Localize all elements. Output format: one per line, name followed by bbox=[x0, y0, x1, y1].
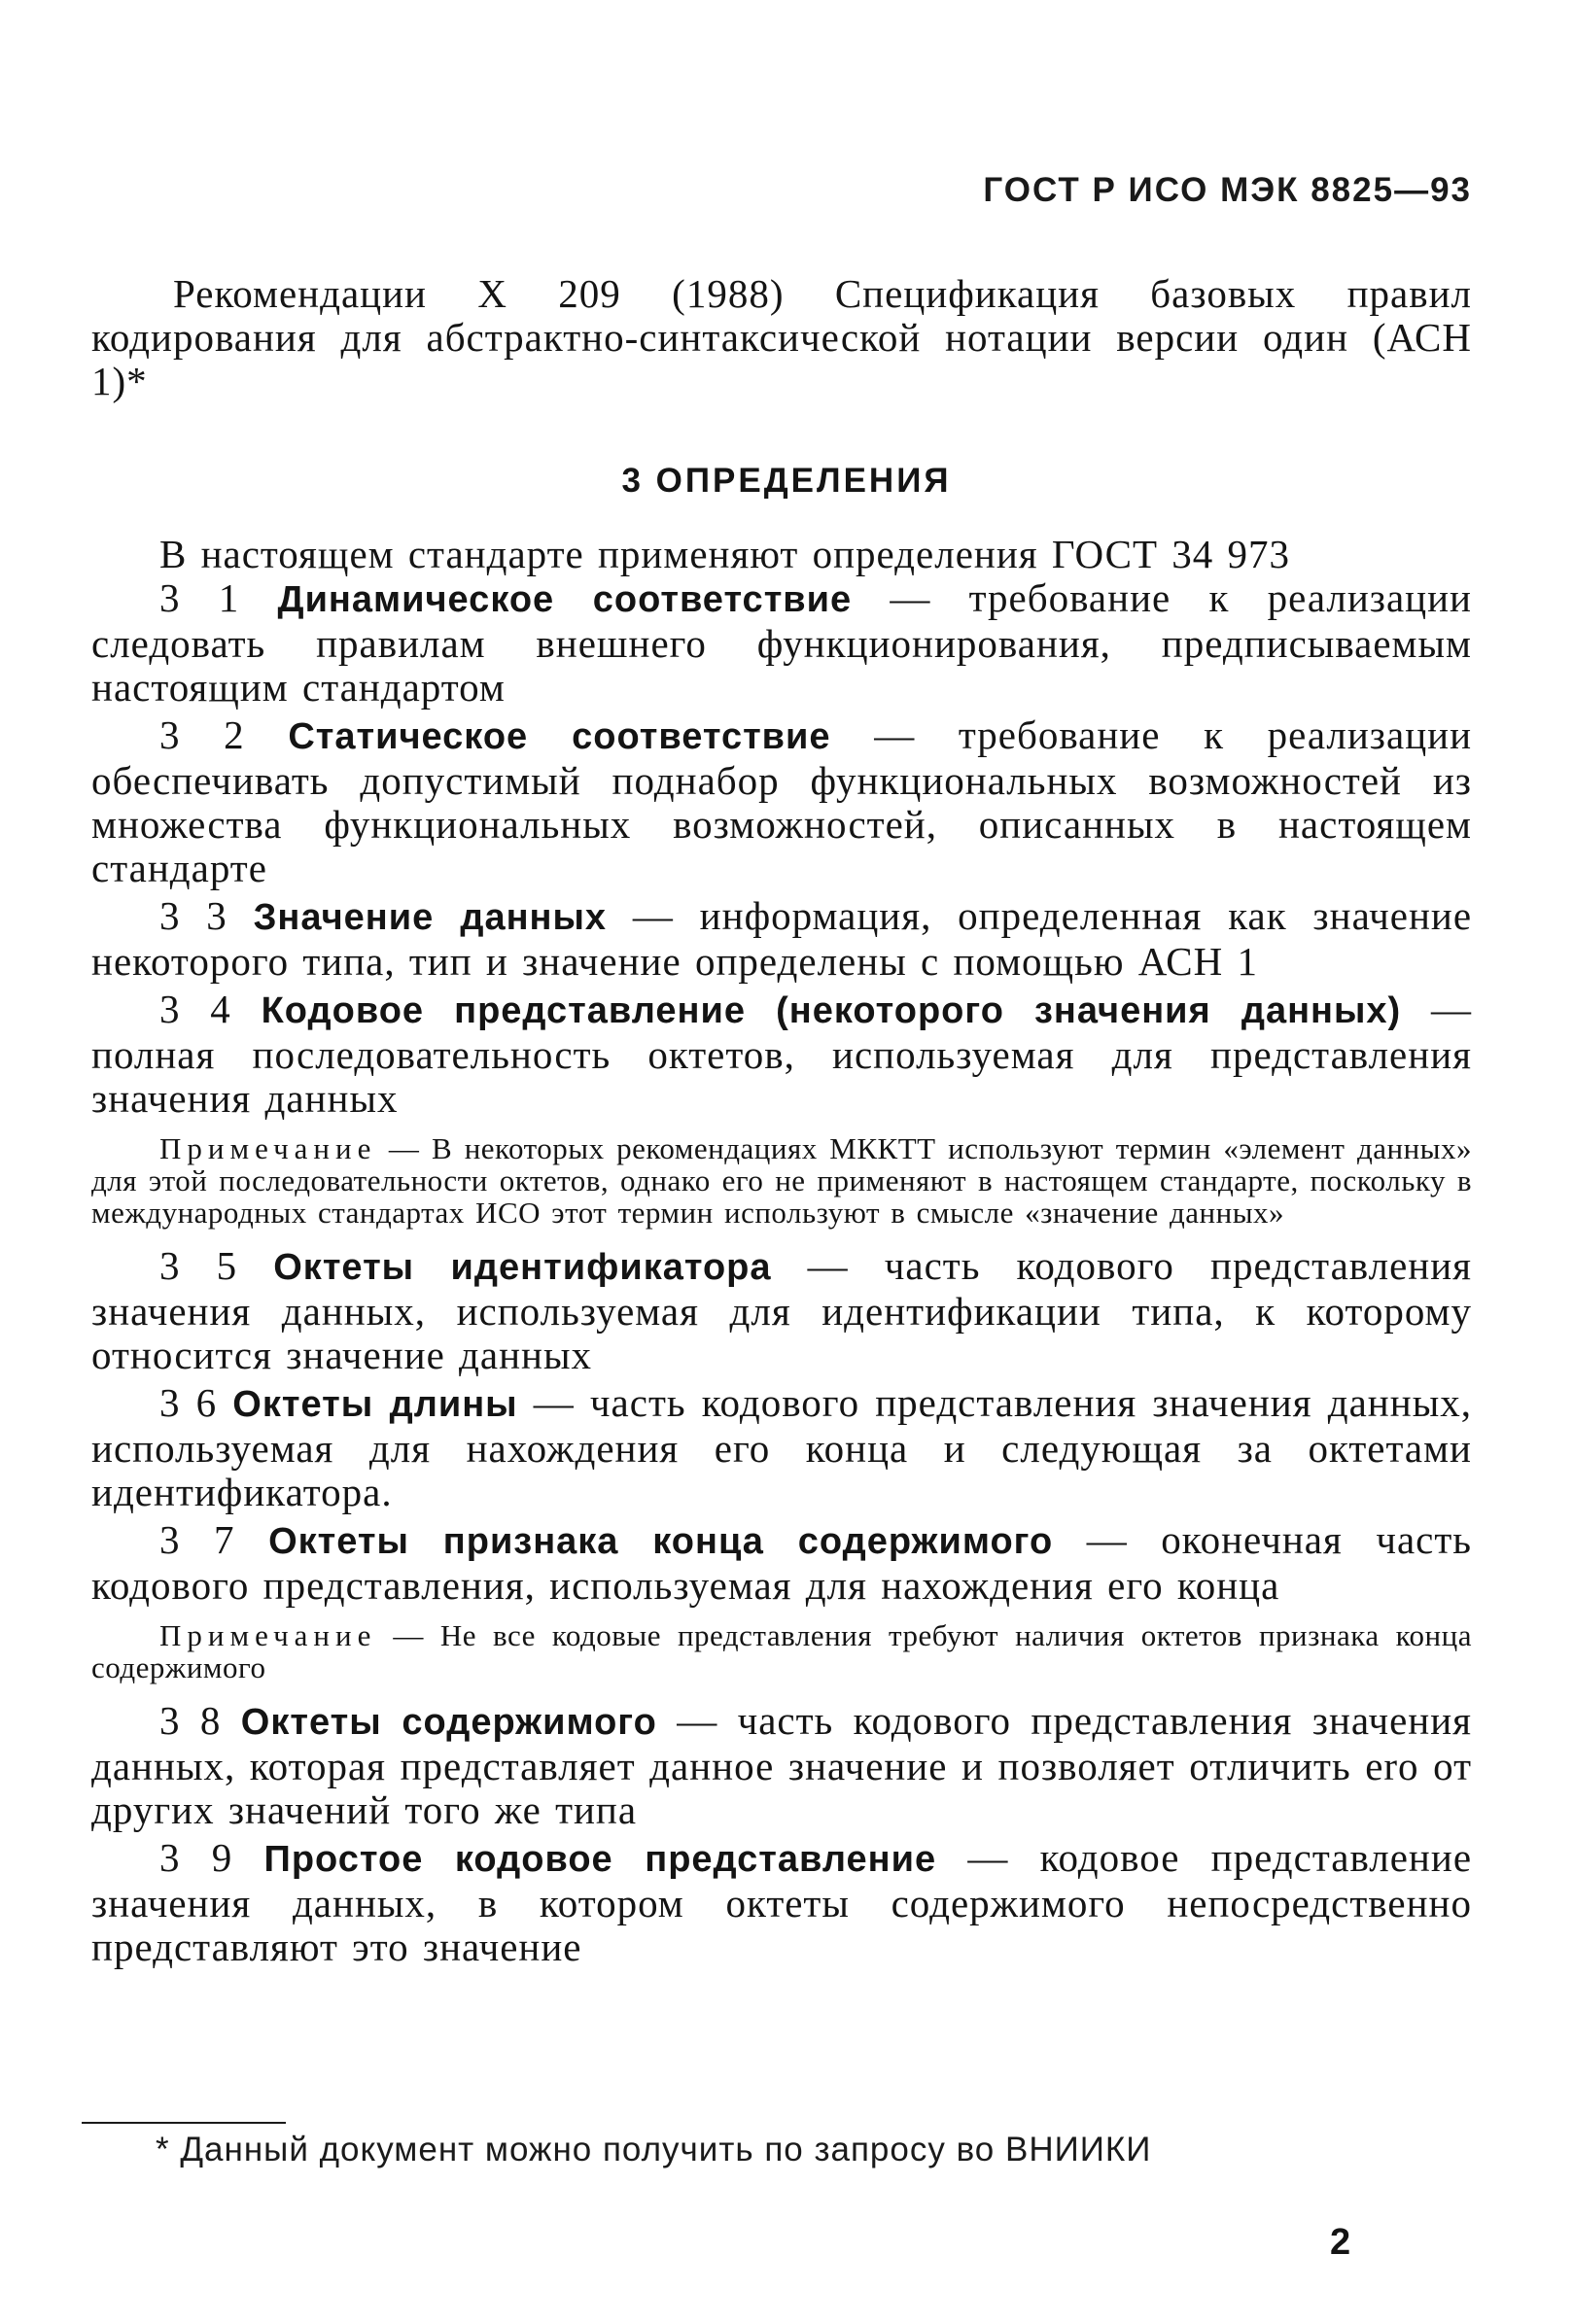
section-lead: В настоящем стандарте применяют определения ГОСТ 34 973 bbox=[159, 532, 1291, 576]
definition-number: 3 6 bbox=[159, 1380, 218, 1425]
note-2 bbox=[91, 1619, 1472, 1683]
definition-term: Простое кодовое представление bbox=[263, 1839, 937, 1880]
definition-number: 3 5 bbox=[159, 1243, 238, 1288]
definition-3-2 bbox=[91, 713, 1472, 890]
definition-term: Октеты содержимого bbox=[240, 1702, 657, 1743]
definition-text: — информация, определенная как значение некоторого типа, тип и значение определены с помощью АСН 1 bbox=[91, 893, 1473, 984]
definition-term: Октеты признака конца содержимого bbox=[268, 1521, 1054, 1562]
definition-term: Октеты идентификатора bbox=[273, 1247, 772, 1288]
definition-number: 3 1 bbox=[159, 575, 240, 620]
definition-3-9 bbox=[91, 1836, 1472, 1969]
definition-term: Кодовое представление (некоторого значения данных) bbox=[261, 990, 1402, 1031]
definition-term: Динамическое соответствие bbox=[277, 579, 853, 620]
definition-text: — часть кодового представления значения данных, используемая для нахождения его конца и следующая за октетами идентификатора. bbox=[91, 1380, 1472, 1514]
section-title: 3 ОПРЕДЕЛЕНИЯ bbox=[621, 462, 952, 500]
definition-text: — часть кодового представления значения данных, которая представляет данное значение и позволяет отличить ero от других значений того же типа bbox=[91, 1698, 1473, 1832]
definition-3-4 bbox=[91, 988, 1472, 1121]
definition-3-1 bbox=[91, 576, 1472, 710]
definition-3-3 bbox=[91, 894, 1472, 984]
definition-number: 3 7 bbox=[159, 1517, 235, 1562]
definition-3-6 bbox=[91, 1381, 1472, 1514]
definition-3-7 bbox=[91, 1518, 1472, 1608]
intro-paragraph: Рекомендации X 209 (1988) Спецификация базовых правил кодирования для абстрактно-синтаксической нотации версии один (АСН 1)* bbox=[91, 271, 1472, 403]
definition-text: — полная последовательность октетов, используемая для представления значения данных bbox=[91, 987, 1473, 1121]
definition-number: 3 2 bbox=[159, 712, 245, 757]
note-label: Примечание bbox=[159, 1618, 377, 1652]
footnote: * Данный документ можно получить по запросу во ВНИИКИ bbox=[156, 2131, 1152, 2168]
page-number: 2 bbox=[1330, 2222, 1351, 2263]
definition-number: 3 4 bbox=[159, 987, 231, 1031]
definition-3-5 bbox=[91, 1244, 1472, 1377]
definition-term: Значение данных bbox=[253, 897, 608, 938]
definition-text: — кодовое представление значения данных, в котором октеты содержимого непосредственно представляют это значение bbox=[91, 1835, 1473, 1969]
note-label: Примечание bbox=[159, 1131, 377, 1165]
definition-3-8 bbox=[91, 1699, 1472, 1832]
footnote-divider bbox=[82, 2122, 286, 2124]
definition-number: 3 9 bbox=[159, 1835, 233, 1880]
definition-term: Статическое соответствие bbox=[288, 716, 831, 757]
note-text: — В некоторых рекомендациях МККТТ используют термин «элемент данных» для этой последовательности октетов, однако его не применяют в настоящем стандарте, поскольку в международных стандартах ИСО этот термин используют в смысле «значение данных» bbox=[91, 1131, 1472, 1230]
definition-text: — оконечная часть кодового представления, используемая для нахождения его конца bbox=[91, 1517, 1472, 1608]
definition-number: 3 3 bbox=[159, 893, 227, 938]
definition-text: — часть кодового представления значения данных, используемая для идентификации типа, к которому относится значение данных bbox=[91, 1243, 1473, 1377]
note-1 bbox=[91, 1132, 1472, 1229]
definitions-section bbox=[91, 533, 1472, 1973]
definition-term: Октеты длины bbox=[232, 1384, 518, 1425]
definition-number: 3 8 bbox=[159, 1698, 222, 1743]
definition-text: — требование к реализации следовать правилам внешнего функционирования, предписываемым настоящим стандартом bbox=[91, 575, 1472, 710]
note-text: — Не все кодовые представления требуют наличия октетов признака конца содержимого bbox=[91, 1618, 1472, 1684]
definition-text: — требование к реализации обеспечивать допустимый поднабор функциональных возможностей из множества функциональных возможностей, описанных в настоящем стандарте bbox=[91, 712, 1473, 890]
document-header: ГОСТ Р ИСО МЭК 8825—93 bbox=[983, 171, 1472, 209]
